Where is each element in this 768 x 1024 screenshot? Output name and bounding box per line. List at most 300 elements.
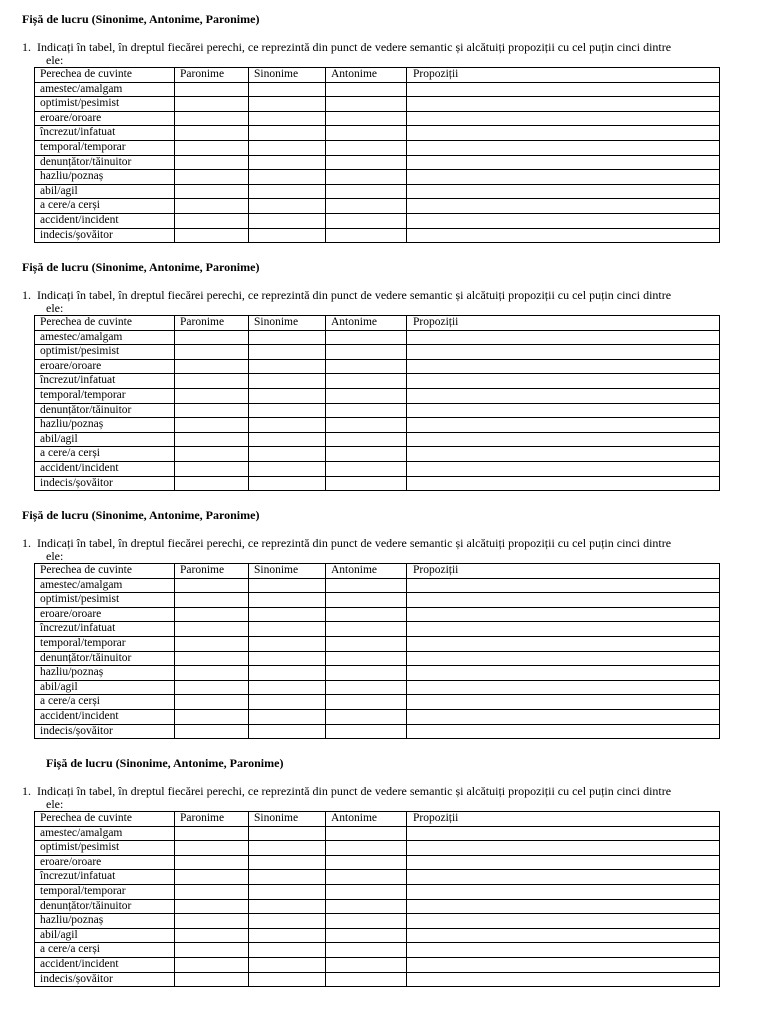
table-row <box>35 126 720 141</box>
table-row <box>35 228 720 243</box>
antonyms-cell[interactable] <box>326 914 407 929</box>
word-pair-cell: hazliu/poznaș <box>35 666 175 681</box>
paronyms-cell[interactable] <box>175 447 249 462</box>
synonyms-cell[interactable] <box>249 914 326 929</box>
paronyms-cell[interactable] <box>175 403 249 418</box>
paronyms-cell[interactable] <box>175 126 249 141</box>
word-pair-cell: temporal/temporar <box>35 388 175 403</box>
paronyms-cell[interactable] <box>175 826 249 841</box>
paronyms-cell[interactable] <box>175 388 249 403</box>
sentences-cell[interactable] <box>407 155 720 170</box>
sentences-cell[interactable] <box>407 607 720 622</box>
column-header-pair: Perechea de cuvinte <box>35 68 175 83</box>
synonyms-cell[interactable] <box>249 403 326 418</box>
word-pair-cell: denunțător/tăinuitor <box>35 899 175 914</box>
synonyms-cell[interactable] <box>249 374 326 389</box>
synonyms-cell[interactable] <box>249 957 326 972</box>
antonyms-cell[interactable] <box>326 826 407 841</box>
paronyms-cell[interactable] <box>175 82 249 97</box>
paronyms-cell[interactable] <box>175 636 249 651</box>
antonyms-cell[interactable] <box>326 928 407 943</box>
synonyms-cell[interactable] <box>249 111 326 126</box>
antonyms-cell[interactable] <box>326 155 407 170</box>
antonyms-cell[interactable] <box>326 855 407 870</box>
word-pair-cell: accident/incident <box>35 213 175 228</box>
synonyms-cell[interactable] <box>249 447 326 462</box>
sentences-cell[interactable] <box>407 724 720 739</box>
table-row <box>35 199 720 214</box>
table-row <box>35 330 720 345</box>
synonyms-cell[interactable] <box>249 213 326 228</box>
paronyms-cell[interactable] <box>175 957 249 972</box>
word-pair-cell: denunțător/tăinuitor <box>35 651 175 666</box>
paronyms-cell[interactable] <box>175 651 249 666</box>
paronyms-cell[interactable] <box>175 972 249 987</box>
antonyms-cell[interactable] <box>326 432 407 447</box>
word-pair-cell: optimist/pesimist <box>35 345 175 360</box>
synonyms-cell[interactable] <box>249 709 326 724</box>
synonyms-cell[interactable] <box>249 330 326 345</box>
instruction-number: 1. <box>22 40 31 54</box>
word-pair-cell: abil/agil <box>35 432 175 447</box>
synonyms-cell[interactable] <box>249 155 326 170</box>
paronyms-cell[interactable] <box>175 213 249 228</box>
table-row <box>35 943 720 958</box>
paronyms-cell[interactable] <box>175 228 249 243</box>
column-header-sentences: Propoziții <box>407 564 720 579</box>
sentences-cell[interactable] <box>407 461 720 476</box>
worksheet-copy-2 <box>0 250 768 498</box>
sentences-cell[interactable] <box>407 651 720 666</box>
sentences-cell[interactable] <box>407 578 720 593</box>
synonyms-cell[interactable] <box>249 622 326 637</box>
word-pair-cell: hazliu/poznaș <box>35 170 175 185</box>
sentences-cell[interactable] <box>407 622 720 637</box>
sentences-cell[interactable] <box>407 126 720 141</box>
worksheet-table <box>34 67 720 243</box>
word-pair-cell: accident/incident <box>35 957 175 972</box>
antonyms-cell[interactable] <box>326 666 407 681</box>
antonyms-cell[interactable] <box>326 97 407 112</box>
paronyms-cell[interactable] <box>175 170 249 185</box>
sentences-cell[interactable] <box>407 170 720 185</box>
table-row <box>35 680 720 695</box>
synonyms-cell[interactable] <box>249 855 326 870</box>
antonyms-cell[interactable] <box>326 330 407 345</box>
antonyms-cell[interactable] <box>326 388 407 403</box>
table-row <box>35 666 720 681</box>
paronyms-cell[interactable] <box>175 374 249 389</box>
antonyms-cell[interactable] <box>326 943 407 958</box>
paronyms-cell[interactable] <box>175 870 249 885</box>
word-pair-cell: optimist/pesimist <box>35 593 175 608</box>
word-pair-cell: accident/incident <box>35 461 175 476</box>
sentences-cell[interactable] <box>407 972 720 987</box>
paronyms-cell[interactable] <box>175 330 249 345</box>
table-row <box>35 170 720 185</box>
table-header-row <box>35 68 720 83</box>
sentences-cell[interactable] <box>407 111 720 126</box>
synonyms-cell[interactable] <box>249 140 326 155</box>
worksheet-copy-4 <box>0 746 768 994</box>
antonyms-cell[interactable] <box>326 403 407 418</box>
column-header-paronyms: Paronime <box>175 564 249 579</box>
table-row <box>35 972 720 987</box>
word-pair-cell: abil/agil <box>35 680 175 695</box>
worksheet-table <box>34 811 720 987</box>
paronyms-cell[interactable] <box>175 914 249 929</box>
sentences-cell[interactable] <box>407 884 720 899</box>
sentences-cell[interactable] <box>407 695 720 710</box>
synonyms-cell[interactable] <box>249 82 326 97</box>
synonyms-cell[interactable] <box>249 841 326 856</box>
paronyms-cell[interactable] <box>175 578 249 593</box>
paronyms-cell[interactable] <box>175 884 249 899</box>
synonyms-cell[interactable] <box>249 870 326 885</box>
antonyms-cell[interactable] <box>326 636 407 651</box>
antonyms-cell[interactable] <box>326 680 407 695</box>
sentences-cell[interactable] <box>407 82 720 97</box>
antonyms-cell[interactable] <box>326 228 407 243</box>
antonyms-cell[interactable] <box>326 461 407 476</box>
column-header-paronyms: Paronime <box>175 812 249 827</box>
antonyms-cell[interactable] <box>326 578 407 593</box>
table-row <box>35 388 720 403</box>
word-pair-cell: eroare/oroare <box>35 359 175 374</box>
synonyms-cell[interactable] <box>249 884 326 899</box>
antonyms-cell[interactable] <box>326 213 407 228</box>
word-pair-cell: indecis/șovăitor <box>35 476 175 491</box>
synonyms-cell[interactable] <box>249 593 326 608</box>
worksheet-table <box>34 315 720 491</box>
sentences-cell[interactable] <box>407 914 720 929</box>
word-pair-cell: temporal/temporar <box>35 884 175 899</box>
table-row <box>35 695 720 710</box>
synonyms-cell[interactable] <box>249 476 326 491</box>
instruction <box>22 41 752 67</box>
instruction-continuation: ele: <box>46 549 64 563</box>
synonyms-cell[interactable] <box>249 170 326 185</box>
word-pair-cell: a cere/a cerși <box>35 447 175 462</box>
table-row <box>35 841 720 856</box>
synonyms-cell[interactable] <box>249 899 326 914</box>
synonyms-cell[interactable] <box>249 461 326 476</box>
antonyms-cell[interactable] <box>326 418 407 433</box>
sentences-cell[interactable] <box>407 374 720 389</box>
table-row <box>35 418 720 433</box>
column-header-synonyms: Sinonime <box>249 564 326 579</box>
column-header-paronyms: Paronime <box>175 68 249 83</box>
synonyms-cell[interactable] <box>249 943 326 958</box>
paronyms-cell[interactable] <box>175 476 249 491</box>
worksheet-table <box>34 563 720 739</box>
synonyms-cell[interactable] <box>249 126 326 141</box>
word-pair-cell: amestec/amalgam <box>35 82 175 97</box>
antonyms-cell[interactable] <box>326 345 407 360</box>
word-pair-cell: indecis/șovăitor <box>35 724 175 739</box>
antonyms-cell[interactable] <box>326 593 407 608</box>
column-header-synonyms: Sinonime <box>249 68 326 83</box>
synonyms-cell[interactable] <box>249 432 326 447</box>
word-pair-cell: indecis/șovăitor <box>35 972 175 987</box>
word-pair-cell: denunțător/tăinuitor <box>35 403 175 418</box>
column-header-antonyms: Antonime <box>326 812 407 827</box>
paronyms-cell[interactable] <box>175 666 249 681</box>
table-row <box>35 724 720 739</box>
column-header-sentences: Propoziții <box>407 68 720 83</box>
paronyms-cell[interactable] <box>175 345 249 360</box>
antonyms-cell[interactable] <box>326 82 407 97</box>
column-header-synonyms: Sinonime <box>249 812 326 827</box>
antonyms-cell[interactable] <box>326 651 407 666</box>
synonyms-cell[interactable] <box>249 972 326 987</box>
instruction <box>22 537 752 563</box>
antonyms-cell[interactable] <box>326 607 407 622</box>
word-pair-cell: temporal/temporar <box>35 636 175 651</box>
paronyms-cell[interactable] <box>175 140 249 155</box>
word-pair-cell: optimist/pesimist <box>35 841 175 856</box>
synonyms-cell[interactable] <box>249 695 326 710</box>
table-row <box>35 899 720 914</box>
table-row <box>35 447 720 462</box>
antonyms-cell[interactable] <box>326 884 407 899</box>
antonyms-cell[interactable] <box>326 126 407 141</box>
synonyms-cell[interactable] <box>249 199 326 214</box>
table-row <box>35 593 720 608</box>
word-pair-cell: amestec/amalgam <box>35 330 175 345</box>
column-header-pair: Perechea de cuvinte <box>35 564 175 579</box>
sentences-cell[interactable] <box>407 593 720 608</box>
paronyms-cell[interactable] <box>175 622 249 637</box>
worksheet-title: Fișă de lucru (Sinonime, Antonime, Paronime) <box>22 508 260 522</box>
instruction-continuation: ele: <box>46 301 64 315</box>
sentences-cell[interactable] <box>407 97 720 112</box>
word-pair-cell: abil/agil <box>35 184 175 199</box>
column-header-pair: Perechea de cuvinte <box>35 316 175 331</box>
table-row <box>35 957 720 972</box>
table-row <box>35 432 720 447</box>
antonyms-cell[interactable] <box>326 870 407 885</box>
paronyms-cell[interactable] <box>175 928 249 943</box>
sentences-cell[interactable] <box>407 140 720 155</box>
synonyms-cell[interactable] <box>249 607 326 622</box>
column-header-synonyms: Sinonime <box>249 316 326 331</box>
paronyms-cell[interactable] <box>175 943 249 958</box>
antonyms-cell[interactable] <box>326 899 407 914</box>
instruction-number: 1. <box>22 784 31 798</box>
sentences-cell[interactable] <box>407 870 720 885</box>
paronyms-cell[interactable] <box>175 155 249 170</box>
sentences-cell[interactable] <box>407 957 720 972</box>
sentences-cell[interactable] <box>407 388 720 403</box>
table-header-row <box>35 812 720 827</box>
sentences-cell[interactable] <box>407 666 720 681</box>
paronyms-cell[interactable] <box>175 432 249 447</box>
instruction <box>22 289 752 315</box>
antonyms-cell[interactable] <box>326 199 407 214</box>
paronyms-cell[interactable] <box>175 841 249 856</box>
synonyms-cell[interactable] <box>249 636 326 651</box>
word-pair-cell: optimist/pesimist <box>35 97 175 112</box>
antonyms-cell[interactable] <box>326 374 407 389</box>
antonyms-cell[interactable] <box>326 170 407 185</box>
sentences-cell[interactable] <box>407 199 720 214</box>
word-pair-cell: eroare/oroare <box>35 111 175 126</box>
paronyms-cell[interactable] <box>175 695 249 710</box>
instruction-text: Indicați în tabel, în dreptul fiecărei perechi, ce reprezintă din punct de vedere semantic și alcătuiți propoziții cu cel puțin cinci dintre <box>37 784 672 798</box>
word-pair-cell: a cere/a cerși <box>35 695 175 710</box>
sentences-cell[interactable] <box>407 228 720 243</box>
word-pair-cell: încrezut/infatuat <box>35 622 175 637</box>
table-row <box>35 826 720 841</box>
sentences-cell[interactable] <box>407 680 720 695</box>
word-pair-cell: accident/incident <box>35 709 175 724</box>
instruction-text: Indicați în tabel, în dreptul fiecărei perechi, ce reprezintă din punct de vedere semantic și alcătuiți propoziții cu cel puțin cinci dintre <box>37 288 672 302</box>
sentences-cell[interactable] <box>407 403 720 418</box>
antonyms-cell[interactable] <box>326 972 407 987</box>
sentences-cell[interactable] <box>407 855 720 870</box>
word-pair-cell: amestec/amalgam <box>35 826 175 841</box>
sentences-cell[interactable] <box>407 636 720 651</box>
instruction <box>22 785 752 811</box>
synonyms-cell[interactable] <box>249 388 326 403</box>
word-pair-cell: eroare/oroare <box>35 855 175 870</box>
table-row <box>35 82 720 97</box>
word-pair-cell: denunțător/tăinuitor <box>35 155 175 170</box>
synonyms-cell[interactable] <box>249 680 326 695</box>
synonyms-cell[interactable] <box>249 724 326 739</box>
sentences-cell[interactable] <box>407 709 720 724</box>
antonyms-cell[interactable] <box>326 184 407 199</box>
sentences-cell[interactable] <box>407 418 720 433</box>
word-pair-cell: indecis/șovăitor <box>35 228 175 243</box>
paronyms-cell[interactable] <box>175 418 249 433</box>
table-header-row <box>35 564 720 579</box>
antonyms-cell[interactable] <box>326 957 407 972</box>
sentences-cell[interactable] <box>407 213 720 228</box>
paronyms-cell[interactable] <box>175 111 249 126</box>
paronyms-cell[interactable] <box>175 199 249 214</box>
antonyms-cell[interactable] <box>326 140 407 155</box>
column-header-paronyms: Paronime <box>175 316 249 331</box>
synonyms-cell[interactable] <box>249 228 326 243</box>
word-pair-cell: hazliu/poznaș <box>35 418 175 433</box>
antonyms-cell[interactable] <box>326 841 407 856</box>
table-row <box>35 636 720 651</box>
sentences-cell[interactable] <box>407 928 720 943</box>
table-row <box>35 184 720 199</box>
paronyms-cell[interactable] <box>175 593 249 608</box>
instruction-continuation: ele: <box>46 53 64 67</box>
column-header-antonyms: Antonime <box>326 564 407 579</box>
paronyms-cell[interactable] <box>175 461 249 476</box>
sentences-cell[interactable] <box>407 345 720 360</box>
table-row <box>35 140 720 155</box>
paronyms-cell[interactable] <box>175 855 249 870</box>
worksheet-title: Fișă de lucru (Sinonime, Antonime, Paronime) <box>46 756 284 770</box>
synonyms-cell[interactable] <box>249 928 326 943</box>
antonyms-cell[interactable] <box>326 724 407 739</box>
word-pair-cell: hazliu/poznaș <box>35 914 175 929</box>
synonyms-cell[interactable] <box>249 359 326 374</box>
synonyms-cell[interactable] <box>249 826 326 841</box>
synonyms-cell[interactable] <box>249 184 326 199</box>
instruction-text: Indicați în tabel, în dreptul fiecărei perechi, ce reprezintă din punct de vedere semantic și alcătuiți propoziții cu cel puțin cinci dintre <box>37 536 672 550</box>
worksheet-title: Fișă de lucru (Sinonime, Antonime, Paronime) <box>22 260 260 274</box>
table-row <box>35 476 720 491</box>
synonyms-cell[interactable] <box>249 345 326 360</box>
antonyms-cell[interactable] <box>326 622 407 637</box>
synonyms-cell[interactable] <box>249 418 326 433</box>
paronyms-cell[interactable] <box>175 680 249 695</box>
antonyms-cell[interactable] <box>326 695 407 710</box>
sentences-cell[interactable] <box>407 330 720 345</box>
table-row <box>35 651 720 666</box>
antonyms-cell[interactable] <box>326 359 407 374</box>
instruction-number: 1. <box>22 536 31 550</box>
word-pair-cell: încrezut/infatuat <box>35 126 175 141</box>
paronyms-cell[interactable] <box>175 899 249 914</box>
table-row <box>35 403 720 418</box>
column-header-pair: Perechea de cuvinte <box>35 812 175 827</box>
paronyms-cell[interactable] <box>175 607 249 622</box>
word-pair-cell: încrezut/infatuat <box>35 870 175 885</box>
antonyms-cell[interactable] <box>326 709 407 724</box>
sentences-cell[interactable] <box>407 899 720 914</box>
table-row <box>35 359 720 374</box>
sentences-cell[interactable] <box>407 432 720 447</box>
sentences-cell[interactable] <box>407 359 720 374</box>
sentences-cell[interactable] <box>407 447 720 462</box>
sentences-cell[interactable] <box>407 476 720 491</box>
paronyms-cell[interactable] <box>175 359 249 374</box>
antonyms-cell[interactable] <box>326 447 407 462</box>
sentences-cell[interactable] <box>407 943 720 958</box>
worksheet-copy-3 <box>0 498 768 746</box>
antonyms-cell[interactable] <box>326 111 407 126</box>
synonyms-cell[interactable] <box>249 651 326 666</box>
paronyms-cell[interactable] <box>175 184 249 199</box>
paronyms-cell[interactable] <box>175 724 249 739</box>
table-row <box>35 870 720 885</box>
table-row <box>35 622 720 637</box>
paronyms-cell[interactable] <box>175 709 249 724</box>
synonyms-cell[interactable] <box>249 97 326 112</box>
sentences-cell[interactable] <box>407 841 720 856</box>
table-row <box>35 461 720 476</box>
word-pair-cell: amestec/amalgam <box>35 578 175 593</box>
sentences-cell[interactable] <box>407 184 720 199</box>
sentences-cell[interactable] <box>407 826 720 841</box>
table-row <box>35 709 720 724</box>
table-row <box>35 578 720 593</box>
antonyms-cell[interactable] <box>326 476 407 491</box>
table-row <box>35 884 720 899</box>
paronyms-cell[interactable] <box>175 97 249 112</box>
word-pair-cell: încrezut/infatuat <box>35 374 175 389</box>
table-row <box>35 374 720 389</box>
synonyms-cell[interactable] <box>249 578 326 593</box>
column-header-antonyms: Antonime <box>326 68 407 83</box>
table-row <box>35 345 720 360</box>
table-row <box>35 914 720 929</box>
instruction-number: 1. <box>22 288 31 302</box>
table-row <box>35 213 720 228</box>
table-row <box>35 97 720 112</box>
word-pair-cell: a cere/a cerși <box>35 943 175 958</box>
synonyms-cell[interactable] <box>249 666 326 681</box>
worksheet-copy-1 <box>0 2 768 250</box>
